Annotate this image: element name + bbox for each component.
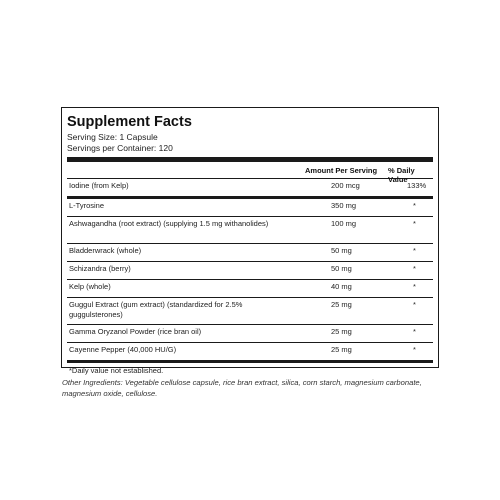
serving-size: Serving Size: 1 Capsule <box>67 132 158 142</box>
nutrient-rows <box>67 178 433 363</box>
nutrient-row-ashwagandha <box>67 217 433 244</box>
nutrient-row-guggul <box>67 298 433 325</box>
nutrient-name: Cayenne Pepper (40,000 HU/G) <box>69 345 177 354</box>
servings-per-container: Servings per Container: 120 <box>67 143 173 153</box>
nutrient-name: Gamma Oryzanol Powder (rice bran oil) <box>69 327 202 336</box>
daily-value-footnote: *Daily value not established. <box>69 366 164 375</box>
nutrient-row-cayenne <box>67 343 433 363</box>
panel-title: Supplement Facts <box>67 114 192 130</box>
nutrient-daily-value: * <box>413 327 416 336</box>
nutrient-name: Schizandra (berry) <box>69 264 131 273</box>
nutrient-name: L-Tyrosine <box>69 201 105 210</box>
nutrient-daily-value: 133% <box>407 181 427 190</box>
nutrient-amount: 100 mg <box>331 219 357 228</box>
nutrient-amount: 50 mg <box>331 246 352 255</box>
nutrient-amount: 40 mg <box>331 282 352 291</box>
nutrient-row-l-tyrosine <box>67 199 433 217</box>
nutrient-amount: 25 mg <box>331 345 352 354</box>
nutrient-row-kelp <box>67 280 433 298</box>
other-ingredients: Other Ingredients: Vegetable cellulose capsule, rice bran extract, silica, corn starch, magnesium carbonate, magnesium oxide, cellulose. <box>62 378 422 398</box>
supplement-facts-panel <box>61 107 439 375</box>
nutrient-amount: 350 mg <box>331 201 357 210</box>
nutrient-daily-value: * <box>413 246 416 255</box>
nutrient-name: Guggul Extract (gum extract) (standardized for 2.5% guggulsterones) <box>69 300 243 319</box>
nutrient-row-gamma-oryzanol <box>67 325 433 343</box>
nutrient-amount: 25 mg <box>331 300 352 309</box>
nutrient-daily-value: * <box>413 282 416 291</box>
daily-value-header: % Daily Value <box>388 166 415 184</box>
nutrient-amount: 200 mcg <box>331 181 360 190</box>
nutrient-name: Bladderwrack (whole) <box>69 246 142 255</box>
nutrient-daily-value: * <box>413 345 416 354</box>
nutrient-daily-value: * <box>413 201 416 210</box>
nutrient-name: Kelp (whole) <box>69 282 111 291</box>
nutrient-name: Iodine (from Kelp) <box>69 181 129 190</box>
nutrient-daily-value: * <box>413 300 416 309</box>
nutrient-row-iodine <box>67 179 433 199</box>
nutrient-daily-value: * <box>413 219 416 228</box>
nutrient-row-bladderwrack <box>67 244 433 262</box>
nutrient-amount: 50 mg <box>331 264 352 273</box>
nutrient-daily-value: * <box>413 264 416 273</box>
amount-per-serving-header: Amount Per Serving <box>305 166 378 175</box>
nutrient-name: Ashwagandha (root extract) (supplying 1.5 mg withanolides) <box>69 219 269 228</box>
column-header-row <box>67 157 433 184</box>
nutrient-row-schizandra <box>67 262 433 280</box>
nutrient-amount: 25 mg <box>331 327 352 336</box>
